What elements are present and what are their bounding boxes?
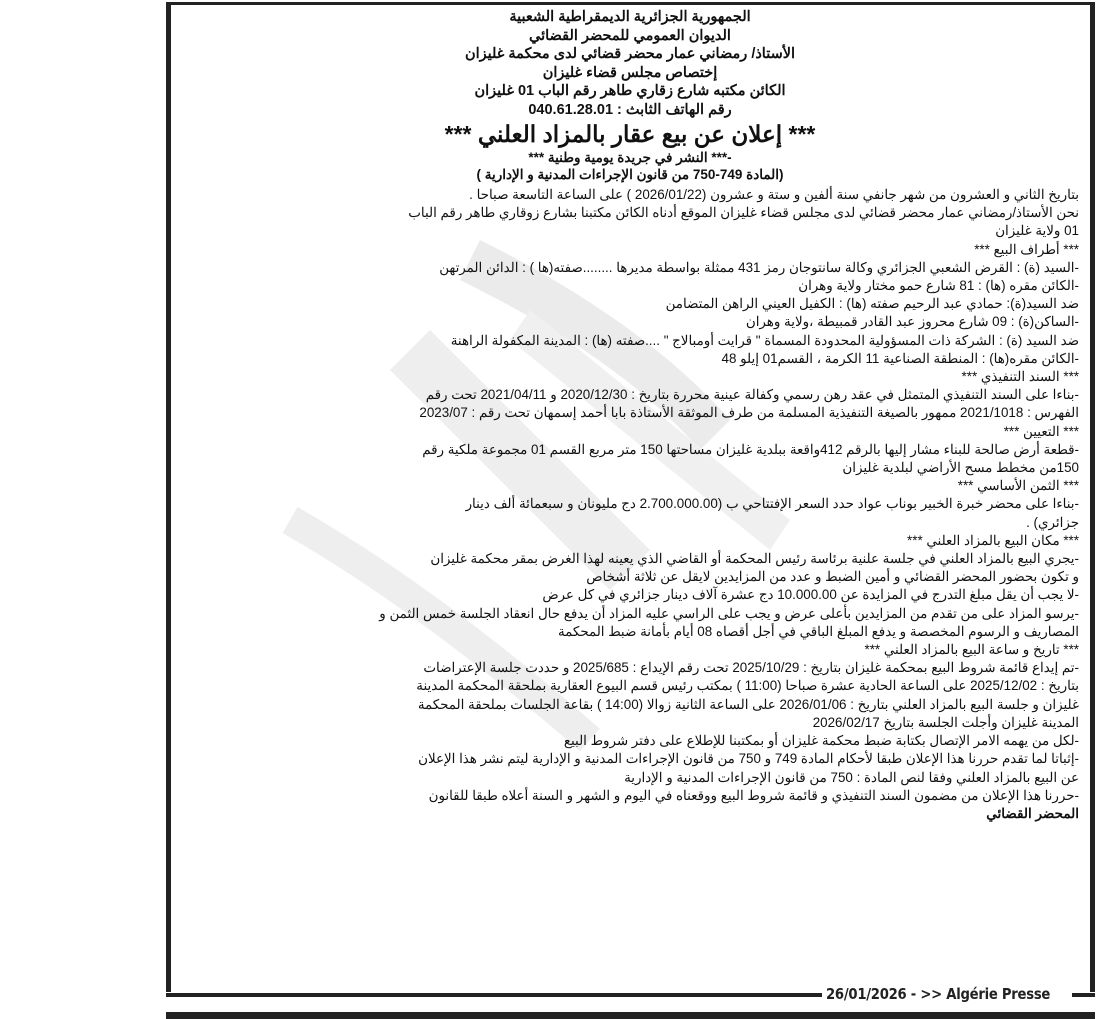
body-line: -حررنا هذا الإعلان من مضمون السند التنفيذي و قائمة شروط البيع ووقعناه في اليوم و الشهر و السنة أعلاه طبقا للقانون (428, 787, 1079, 803)
body-line: عن البيع بالمزاد العلني وفقا لنص المادة : 750 من قانون الإجراءات المدنية و الإدارية (624, 769, 1079, 785)
body-line: ضد السيد (ة) : الشركة ذات المسؤولية المحدودة المسماة " قرايت أومبالاج " ....صفته (ها) : المدينة المكفولة الراهنة (450, 332, 1079, 348)
body-line: -يجري البيع بالمزاد العلني في جلسة علنية برئاسة رئيس المحكمة أو القاضي الذي يعينه لهذا الغرض بمقر محكمة غليزان (430, 551, 1079, 567)
footer-rule (1072, 993, 1095, 997)
body-line: ضد السيد(ة): حمادي عبد الرحيم صفته (ها) : الكفيل العيني الراهن المتضامن (665, 296, 1079, 312)
body-line: -بناءا على السند التنفيذي المتمثل في عقد رهن رسمي وكفالة عينية محررة بتاريخ : 2020/12/30 و 2021/04/11 تحت رقم (425, 387, 1079, 403)
header-line: الديوان العمومي للمحضر القضائي (529, 27, 731, 44)
body-line: نحن الأستاذ/رمضاني عمار محضر قضائي لدى مجلس قضاء غليزان الموقع أدناه الكائن مكتبنا بشارع زوقاري طاهر رقم الباب (408, 205, 1079, 221)
body-line: *** السند التنفيذي *** (961, 369, 1079, 385)
header-phone: رقم الهاتف الثابث : 040.61.28.01 (528, 101, 732, 118)
body-line: جزائري) . (1026, 514, 1079, 530)
body-line: -الكائن مقره (ها) : 81 شارع حمو مختار ولاية وهران (798, 278, 1079, 294)
body-line: 150من مخطط مسح الأراضي لبلدية غليزان (842, 460, 1079, 476)
body-line: و تكون بحضور المحضر القضائي و أمين الضبط و عدد من المزايدين لايقل عن ثلاثة أشخاص (586, 569, 1079, 585)
header-line: الكائن مكتبه شارع زقاري طاهر رقم الباب 01 غليزان (474, 83, 786, 99)
body-line: *** أطراف البيع *** (974, 241, 1079, 257)
body-line: -بناءا على محضر خبرة الخبير بوناب عواد حدد السعر الإفتتاحي ب (2.700.000.00 دج مليونان و سبعمائة ألف دينار (465, 496, 1079, 512)
body-line: الفهرس : 2021/1018 ممهور بالصيغة التنفيذية المسلمة من طرف الموثقة الأستاذة بابا أحمد إسمهان تحت رقم : 2023/07 (419, 405, 1079, 421)
announcement-subtitle: -*** النشر في جريدة يومية وطنية *** (528, 150, 732, 165)
body-line: *** التعيين *** (1003, 423, 1079, 439)
header-line: إختصاص مجلس قضاء غليزان (542, 64, 718, 81)
body-line: -لكل من يهمه الامر الإتصال بكتابة ضبط محكمة غليزان أو بمكتبنا للإطلاع على دفتر شروط البيع (563, 733, 1079, 749)
body-line: *** تاريخ و ساعة البيع بالمزاد العلني *** (864, 642, 1079, 658)
header-line: الجمهورية الجزائرية الديمقراطية الشعبية (509, 9, 751, 25)
page-separator (166, 1012, 1095, 1019)
body-line: غليزان و جلسة البيع بالمزاد العلني بتاريخ : 2026/01/06 على الساعة الثانية زوالا (14:00 ) بقاعة الجلسات بملحقة المحكمة (417, 696, 1079, 712)
body-line: -الساكن(ة) : 09 شارع محروز عبد القادر قمبيطة ،ولاية وهران (745, 314, 1079, 330)
announcement-title: *** إعلان عن بيع عقار بالمزاد العلني *** (444, 121, 816, 147)
body-line: 01 ولاية غليزان (995, 223, 1079, 239)
body-line: *** الثمن الأساسي *** (957, 478, 1079, 494)
body-line: *** مكان البيع بالمزاد العلني *** (907, 532, 1079, 548)
body-line: -لا يجب أن يقل مبلغ التدرج في المزايدة عن 10.000.00 دج عشرة آلاف دينار جزائري في كل عرض (542, 587, 1079, 603)
body-line: -تم إيداع قائمة شروط البيع بمحكمة غليزان بتاريخ : 2025/10/29 تحت رقم الإيداع : 2025/685 و حددت جلسة الإعتراضات (423, 660, 1079, 676)
body-line: -قطعة أرض صالحة للبناء مشار إليها بالرقم 412واقعة ببلدية غليزان مساحتها 150 متر مربع القسم 01 مجموعة ملكية رقم (422, 441, 1079, 457)
header-line: الأستاذ/ رمضاني عمار محضر قضائي لدى محكمة غليزان (464, 46, 796, 62)
body-line: المصاريف و الرسوم المخصصة و يدفع المبلغ الباقي في أجل أقصاه 08 أيام بأمانة ضبط المحكمة (558, 623, 1079, 639)
legal-reference: (المادة 749-750 من قانون الإجراءات المدنية و الإدارية ) (476, 167, 784, 182)
announcement (175, 8, 1085, 823)
footer-rule (166, 993, 822, 997)
body-line: -إثباتا لما تقدم حررنا هذا الإعلان طبقا لأحكام المادة 749 و 750 من قانون الإجراءات المدنية و الإدارية ليتم نشر هذا الإعلان (418, 751, 1079, 767)
body-line: -السيد (ة) : القرض الشعبي الجزائري وكالة سانتوجان رمز 431 ممثلة بواسطة مديرها ........صفته(ها ) : الدائن المرتهن (439, 259, 1079, 275)
body-line: المدينة غليزان وأجلت الجلسة بتاريخ 2026/02/17 (812, 714, 1079, 730)
signature: المحضر القضائي (986, 805, 1079, 821)
body-line: -الكائن مقره(ها) : المنطقة الصناعية 11 الكرمة ، القسم01 إيلو 48 (721, 350, 1079, 366)
body-line: بتاريخ الثاني و العشرون من شهر جانفي سنة ألفين و ستة و عشرون (2026/01/22 ) على الساعة التاسعة صباحا . (469, 187, 1079, 202)
body-line: بتاريخ : 2025/12/02 على الساعة الحادية عشرة صباحا (11:00 ) بمكتب رئيس قسم البيوع العقارية بملحقة المحكمة المدينة (416, 678, 1079, 694)
footer-source: 26/01/2026 - >> Algérie Presse (826, 985, 1051, 1003)
body-line: -يرسو المزاد على من تقدم من المزايدين بأعلى عرض و يجب على الراسي عليه المزاد أن يدفع حال انعقاد الجلسة خمس الثمن و (379, 605, 1079, 621)
announcement-body (175, 186, 1085, 805)
